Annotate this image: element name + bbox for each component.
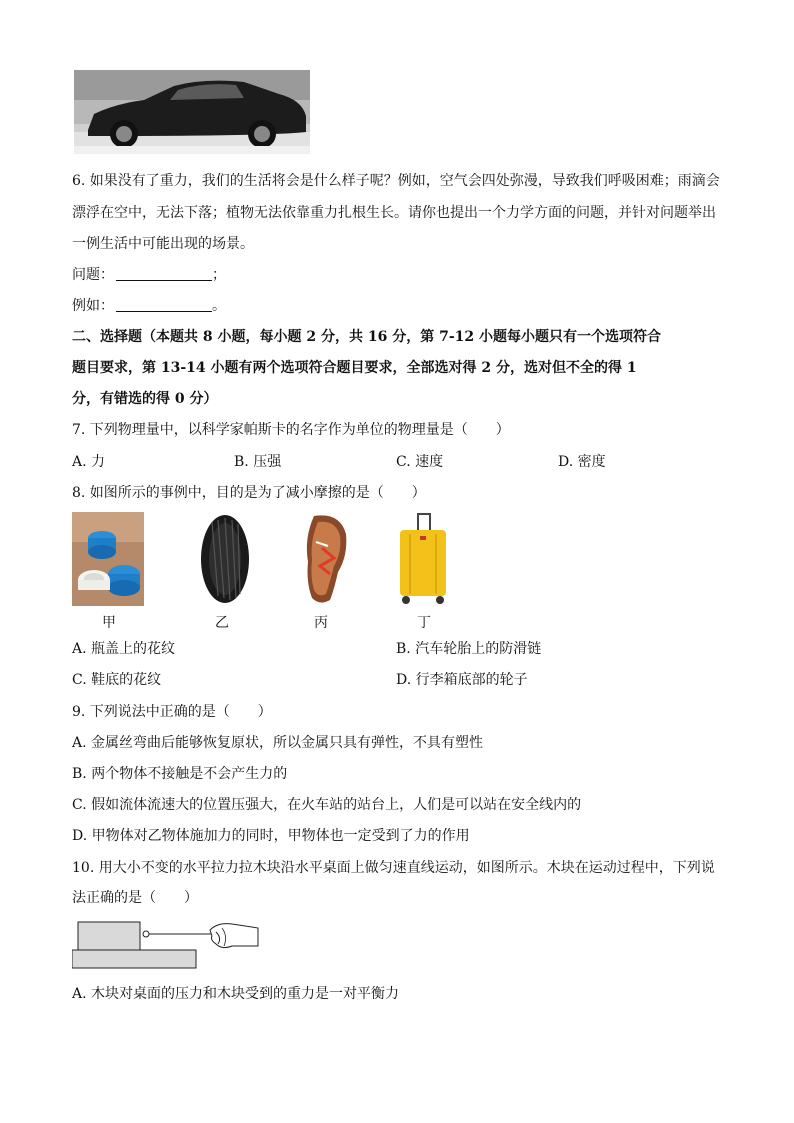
q7-option-a[interactable]: A. 力 (72, 454, 106, 470)
question-end: ； (212, 267, 226, 283)
block-pull-figure (72, 916, 264, 972)
q8-option-b[interactable]: B. 汽车轮胎上的防滑链 (396, 641, 542, 657)
section2-line3: 分，有错选的得 0 分） (72, 391, 218, 407)
example-end: 。 (212, 298, 226, 314)
tire-image (194, 512, 256, 606)
caption-jia: 甲 (102, 615, 116, 631)
q8-option-d[interactable]: D. 行李箱底部的轮子 (396, 672, 528, 688)
section2-line1: 二、选择题（本题共 8 小题，每小题 2 分，共 16 分，第 7-12 小题每小题只有一个选项符合 (72, 329, 661, 345)
q8-option-c[interactable]: C. 鞋底的花纹 (72, 672, 162, 688)
q6-line1: 6. 如果没有了重力，我们的生活将会是什么样子呢？例如，空气会四处弥漫，导致我们呼吸困难；雨滴会 (72, 173, 720, 189)
q6-question-row (72, 265, 226, 285)
example-label: 例如： (72, 298, 114, 314)
caption-yi: 乙 (215, 615, 229, 631)
suitcase-image (394, 512, 452, 606)
q9-option-a[interactable]: A. 金属丝弯曲后能够恢复原状，所以金属只具有弹性，不具有塑性 (72, 735, 484, 751)
q9-stem: 9. 下列说法中正确的是（ ） (72, 704, 272, 720)
car-photo (74, 70, 310, 154)
q8-stem: 8. 如图所示的事例中，目的是为了减小摩擦的是（ ） (72, 485, 426, 501)
question-label: 问题： (72, 267, 114, 283)
q6-line2: 漂浮在空中，无法下落；植物无法依靠重力扎根生长。请你也提出一个力学方面的问题，并针对问题举出 (72, 205, 716, 221)
q10-option-a[interactable]: A. 木块对桌面的压力和木块受到的重力是一对平衡力 (72, 986, 400, 1002)
q8-option-a[interactable]: A. 瓶盖上的花纹 (72, 641, 176, 657)
shoe-sole-image (300, 512, 350, 606)
q9-option-c[interactable]: C. 假如流体流速大的位置压强大，在火车站的站台上，人们是可以站在安全线内的 (72, 797, 582, 813)
q10-line1: 10. 用大小不变的水平拉力拉木块沿水平桌面上做匀速直线运动，如图所示。木块在运动过程中，下列说 (72, 860, 715, 876)
caption-bing: 丙 (314, 615, 328, 631)
q7-option-d[interactable]: D. 密度 (558, 454, 606, 470)
q10-line2: 法正确的是（ ） (72, 890, 198, 906)
section2-line2: 题目要求，第 13-14 小题有两个选项符合题目要求，全部选对得 2 分，选对但不全的得 1 (72, 360, 637, 376)
caption-ding: 丁 (417, 615, 431, 631)
question-answer-blank[interactable] (116, 266, 212, 281)
q9-option-b[interactable]: B. 两个物体不接触是不会产生力的 (72, 766, 288, 782)
q7-option-c[interactable]: C. 速度 (396, 454, 444, 470)
q9-option-d[interactable]: D. 甲物体对乙物体施加力的同时，甲物体也一定受到了力的作用 (72, 828, 470, 844)
q6-example-row (72, 296, 226, 316)
bottle-caps-image (72, 512, 144, 606)
q7-option-b[interactable]: B. 压强 (234, 454, 282, 470)
q7-stem: 7. 下列物理量中，以科学家帕斯卡的名字作为单位的物理量是（ ） (72, 422, 510, 438)
q6-line3: 一例生活中可能出现的场景。 (72, 236, 254, 252)
example-answer-blank[interactable] (116, 297, 212, 312)
